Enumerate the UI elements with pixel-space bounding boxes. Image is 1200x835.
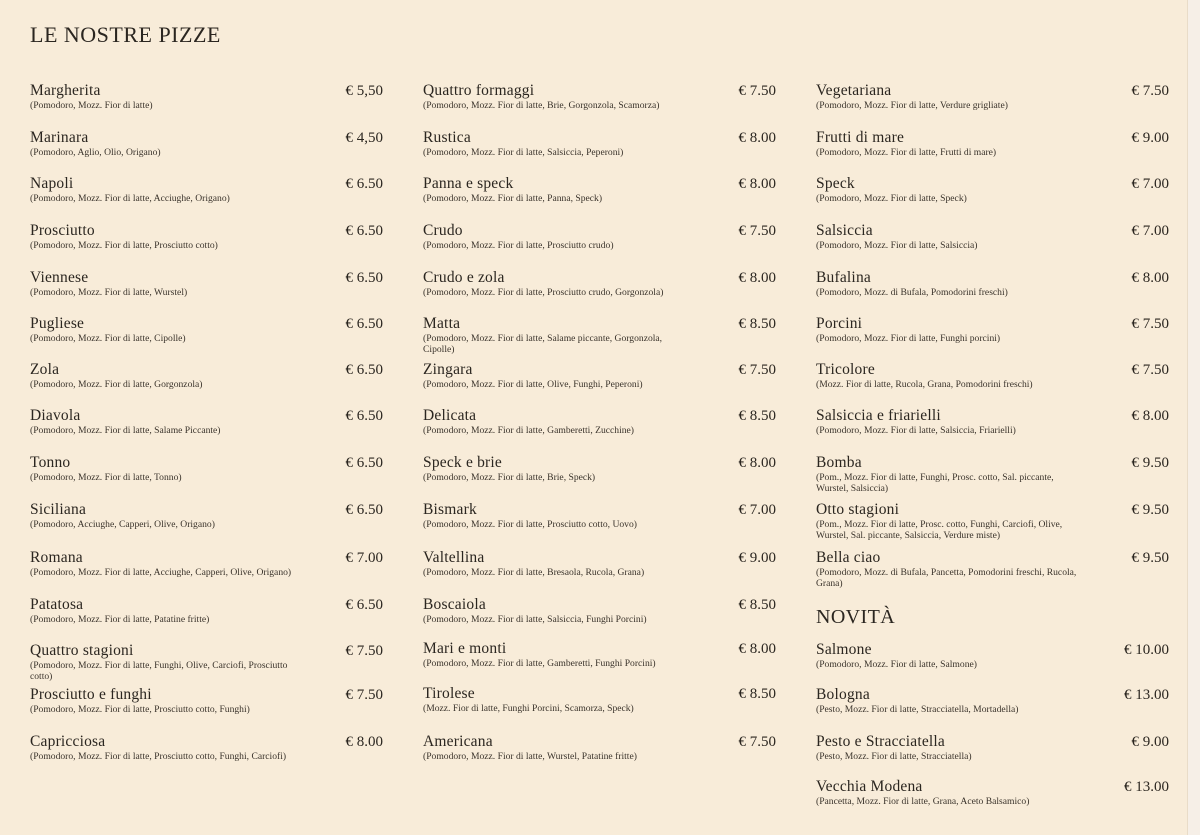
pizza-price: € 6.50: [345, 176, 383, 192]
section-title-new: NOVITÀ: [816, 606, 896, 628]
pizza-price: € 5,50: [345, 83, 383, 99]
menu-item: [816, 407, 1169, 436]
pizza-ingredients: (Pancetta, Mozz. Fior di latte, Grana, Aceto Balsamico): [816, 796, 1030, 807]
pizza-ingredients: (Pomodoro, Mozz. Fior di latte, Gorgonzola): [30, 379, 203, 390]
pizza-name: Americana: [423, 733, 493, 750]
pizza-ingredients: (Pomodoro, Mozz. Fior di latte, Speck): [816, 193, 967, 204]
pizza-ingredients: (Pesto, Mozz. Fior di latte, Stracciatella): [816, 751, 972, 762]
pizza-price: € 8.00: [1131, 270, 1169, 286]
pizza-name: Patatosa: [30, 596, 84, 613]
pizza-price: € 6.50: [345, 270, 383, 286]
pizza-name: Pugliese: [30, 315, 85, 332]
menu-item: [30, 82, 383, 111]
pizza-ingredients: (Pomodoro, Mozz. Fior di latte, Cipolle): [30, 333, 186, 344]
pizza-price: € 9.50: [1131, 550, 1169, 566]
menu-item: [30, 501, 383, 530]
menu-item: [816, 733, 1169, 762]
pizza-price: € 7.50: [345, 687, 383, 703]
menu-item: [30, 407, 383, 436]
menu-item: [30, 454, 383, 483]
pizza-name: Tirolese: [423, 685, 475, 702]
pizza-ingredients: (Pomodoro, Mozz. Fior di latte): [30, 100, 153, 111]
menu-item: [423, 407, 776, 436]
pizza-name: Vecchia Modena: [816, 778, 923, 795]
pizza-ingredients: (Pomodoro, Mozz. Fior di latte, Salsiccia): [816, 240, 978, 251]
pizza-name: Zingara: [423, 361, 473, 378]
pizza-ingredients: (Pomodoro, Mozz. Fior di latte, Funghi porcini): [816, 333, 1001, 344]
menu-item: [816, 686, 1169, 715]
pizza-price: € 8.00: [738, 455, 776, 471]
pizza-ingredients: (Pom., Mozz. Fior di latte, Funghi, Prosc. cotto, Sal. piccante, Wurstel, Salsiccia): [816, 472, 1054, 494]
pizza-name: Salsiccia e friarielli: [816, 407, 941, 424]
pizza-ingredients: (Pomodoro, Mozz. di Bufala, Pancetta, Pomodorini freschi, Rucola, Grana): [816, 567, 1077, 589]
menu-item: [423, 315, 776, 355]
pizza-price: € 10.00: [1124, 642, 1169, 658]
pizza-price: € 6.50: [345, 408, 383, 424]
pizza-name: Salsiccia: [816, 222, 873, 239]
pizza-price: € 7.00: [1131, 223, 1169, 239]
pizza-name: Bomba: [816, 454, 862, 471]
pizza-price: € 7.50: [1131, 316, 1169, 332]
menu-item: [816, 82, 1169, 111]
pizza-price: € 9.50: [1131, 455, 1169, 471]
menu-item: [816, 129, 1169, 158]
menu-item: [30, 642, 383, 682]
menu-item: [423, 175, 776, 204]
pizza-ingredients: (Pomodoro, Mozz. Fior di latte, Salame Piccante): [30, 425, 221, 436]
pizza-ingredients: (Pomodoro, Mozz. Fior di latte, Brie, Speck): [423, 472, 596, 483]
pizza-ingredients: (Pomodoro, Mozz. Fior di latte, Prosciutto cotto, Funghi): [30, 704, 250, 715]
pizza-price: € 8.00: [738, 176, 776, 192]
pizza-name: Bismark: [423, 501, 477, 518]
pizza-ingredients: (Pomodoro, Acciughe, Capperi, Olive, Origano): [30, 519, 215, 530]
pizza-price: € 7.50: [1131, 83, 1169, 99]
pizza-price: € 6.50: [345, 223, 383, 239]
pizza-ingredients: (Pomodoro, Mozz. Fior di latte, Panna, Speck): [423, 193, 603, 204]
pizza-name: Siciliana: [30, 501, 87, 518]
menu-item: [30, 686, 383, 715]
pizza-name: Frutti di mare: [816, 129, 905, 146]
pizza-ingredients: (Mozz. Fior di latte, Rucola, Grana, Pomodorini freschi): [816, 379, 1033, 390]
pizza-name: Crudo e zola: [423, 269, 505, 286]
pizza-ingredients: (Pomodoro, Mozz. Fior di latte, Prosciutto cotto, Uovo): [423, 519, 637, 530]
menu-item: [816, 641, 1169, 670]
pizza-ingredients: (Pom., Mozz. Fior di latte, Prosc. cotto, Funghi, Carciofi, Olive, Wurstel, Sal. piccante, Salsiccia, Verdure miste): [816, 519, 1063, 541]
menu-item: [423, 549, 776, 578]
page-title: LE NOSTRE PIZZE: [30, 22, 221, 47]
pizza-ingredients: (Pomodoro, Mozz. Fior di latte, Patatine fritte): [30, 614, 210, 625]
pizza-price: € 8.50: [738, 316, 776, 332]
pizza-price: € 6.50: [345, 502, 383, 518]
menu-item: [30, 361, 383, 390]
pizza-price: € 8.00: [738, 270, 776, 286]
pizza-name: Vegetariana: [816, 82, 892, 99]
pizza-name: Matta: [423, 315, 461, 332]
pizza-name: Quattro formaggi: [423, 82, 535, 99]
menu-item: [30, 222, 383, 251]
menu-item: [423, 361, 776, 390]
pizza-name: Porcini: [816, 315, 863, 332]
pizza-name: Mari e monti: [423, 640, 507, 657]
menu-item: [423, 82, 776, 111]
pizza-price: € 6.50: [345, 316, 383, 332]
pizza-name: Marinara: [30, 129, 89, 146]
pizza-price: € 4,50: [345, 130, 383, 146]
pizza-price: € 13.00: [1124, 779, 1169, 795]
pizza-ingredients: (Pomodoro, Mozz. Fior di latte, Salsiccia, Friarielli): [816, 425, 1016, 436]
pizza-price: € 7.00: [345, 550, 383, 566]
menu-item: [423, 596, 776, 625]
pizza-name: Boscaiola: [423, 596, 486, 613]
pizza-name: Diavola: [30, 407, 81, 424]
pizza-ingredients: (Pomodoro, Mozz. Fior di latte, Wurstel, Patatine fritte): [423, 751, 637, 762]
menu-item: [423, 269, 776, 298]
pizza-price: € 8.00: [1131, 408, 1169, 424]
pizza-price: € 7.50: [738, 362, 776, 378]
pizza-price: € 7.50: [1131, 362, 1169, 378]
menu-item: [30, 175, 383, 204]
pizza-ingredients: (Pomodoro, Mozz. Fior di latte, Salsiccia, Peperoni): [423, 147, 624, 158]
menu-item: [30, 269, 383, 298]
pizza-name: Pesto e Stracciatella: [816, 733, 946, 750]
pizza-ingredients: (Pesto, Mozz. Fior di latte, Stracciatella, Mortadella): [816, 704, 1019, 715]
menu-item: [30, 596, 383, 625]
pizza-name: Bufalina: [816, 269, 871, 286]
page-edge: [1187, 0, 1200, 835]
menu-item: [816, 454, 1169, 494]
menu-item: [30, 315, 383, 344]
menu-item: [423, 222, 776, 251]
pizza-price: € 13.00: [1124, 687, 1169, 703]
pizza-ingredients: (Pomodoro, Mozz. Fior di latte, Gamberetti, Zucchine): [423, 425, 635, 436]
menu-item: [816, 549, 1169, 589]
pizza-ingredients: (Pomodoro, Mozz. Fior di latte, Wurstel): [30, 287, 188, 298]
pizza-price: € 7.50: [738, 734, 776, 750]
pizza-price: € 8.00: [738, 641, 776, 657]
pizza-name: Valtellina: [423, 549, 485, 566]
pizza-name: Bella ciao: [816, 549, 881, 566]
pizza-ingredients: (Pomodoro, Mozz. di Bufala, Pomodorini freschi): [816, 287, 1008, 298]
menu-item: [30, 129, 383, 158]
menu-item: [30, 733, 383, 762]
pizza-name: Zola: [30, 361, 60, 378]
pizza-price: € 8.00: [738, 130, 776, 146]
menu-item: [423, 733, 776, 762]
pizza-price: € 8.00: [345, 734, 383, 750]
menu-item: [816, 222, 1169, 251]
pizza-name: Viennese: [30, 269, 89, 286]
menu-item: [423, 685, 776, 714]
pizza-ingredients: (Pomodoro, Mozz. Fior di latte, Olive, Funghi, Peperoni): [423, 379, 643, 390]
pizza-name: Delicata: [423, 407, 477, 424]
pizza-name: Crudo: [423, 222, 463, 239]
menu-item: [816, 315, 1169, 344]
pizza-ingredients: (Pomodoro, Mozz. Fior di latte, Tonno): [30, 472, 182, 483]
menu-item: [423, 640, 776, 669]
pizza-price: € 8.50: [738, 686, 776, 702]
pizza-price: € 7.00: [738, 502, 776, 518]
pizza-name: Romana: [30, 549, 83, 566]
pizza-ingredients: (Pomodoro, Mozz. Fior di latte, Verdure grigliate): [816, 100, 1008, 111]
pizza-ingredients: (Pomodoro, Mozz. Fior di latte, Bresaola, Rucola, Grana): [423, 567, 645, 578]
menu-item: [816, 175, 1169, 204]
menu-item: [30, 549, 383, 578]
menu-item: [816, 269, 1169, 298]
pizza-name: Salmone: [816, 641, 872, 658]
pizza-name: Panna e speck: [423, 175, 514, 192]
pizza-name: Speck: [816, 175, 855, 192]
pizza-ingredients: (Pomodoro, Aglio, Olio, Origano): [30, 147, 161, 158]
pizza-ingredients: (Pomodoro, Mozz. Fior di latte, Salmone): [816, 659, 977, 670]
pizza-name: Rustica: [423, 129, 471, 146]
menu-item: [816, 778, 1169, 807]
pizza-name: Bologna: [816, 686, 870, 703]
pizza-name: Tonno: [30, 454, 71, 471]
pizza-price: € 7.00: [1131, 176, 1169, 192]
menu-item: [816, 501, 1169, 541]
pizza-name: Tricolore: [816, 361, 875, 378]
pizza-price: € 6.50: [345, 597, 383, 613]
pizza-ingredients: (Pomodoro, Mozz. Fior di latte, Prosciutto crudo, Gorgonzola): [423, 287, 664, 298]
pizza-price: € 6.50: [345, 455, 383, 471]
pizza-name: Otto stagioni: [816, 501, 900, 518]
pizza-name: Quattro stagioni: [30, 642, 134, 659]
pizza-price: € 9.00: [1131, 734, 1169, 750]
pizza-ingredients: (Pomodoro, Mozz. Fior di latte, Salsiccia, Funghi Porcini): [423, 614, 647, 625]
pizza-price: € 7.50: [345, 643, 383, 659]
menu-item: [816, 361, 1169, 390]
pizza-price: € 9.50: [1131, 502, 1169, 518]
pizza-price: € 8.50: [738, 597, 776, 613]
pizza-price: € 8.50: [738, 408, 776, 424]
menu-item: [423, 501, 776, 530]
menu-item: [423, 454, 776, 483]
pizza-name: Napoli: [30, 175, 74, 192]
pizza-ingredients: (Pomodoro, Mozz. Fior di latte, Funghi, Olive, Carciofi, Prosciutto cotto): [30, 660, 288, 682]
pizza-name: Margherita: [30, 82, 101, 99]
pizza-ingredients: (Pomodoro, Mozz. Fior di latte, Prosciutto crudo): [423, 240, 614, 251]
pizza-ingredients: (Pomodoro, Mozz. Fior di latte, Prosciutto cotto): [30, 240, 218, 251]
pizza-price: € 7.50: [738, 83, 776, 99]
pizza-ingredients: (Pomodoro, Mozz. Fior di latte, Prosciutto cotto, Funghi, Carciofi): [30, 751, 287, 762]
pizza-price: € 9.00: [1131, 130, 1169, 146]
pizza-ingredients: (Pomodoro, Mozz. Fior di latte, Frutti di mare): [816, 147, 997, 158]
pizza-name: Prosciutto: [30, 222, 95, 239]
pizza-price: € 7.50: [738, 223, 776, 239]
pizza-ingredients: (Pomodoro, Mozz. Fior di latte, Salame piccante, Gorgonzola, Cipolle): [423, 333, 663, 355]
pizza-name: Capricciosa: [30, 733, 106, 750]
pizza-ingredients: (Pomodoro, Mozz. Fior di latte, Acciughe, Capperi, Olive, Origano): [30, 567, 292, 578]
pizza-ingredients: (Pomodoro, Mozz. Fior di latte, Acciughe, Origano): [30, 193, 230, 204]
pizza-ingredients: (Pomodoro, Mozz. Fior di latte, Gamberetti, Funghi Porcini): [423, 658, 656, 669]
pizza-name: Prosciutto e funghi: [30, 686, 152, 703]
pizza-ingredients: (Pomodoro, Mozz. Fior di latte, Brie, Gorgonzola, Scamorza): [423, 100, 660, 111]
pizza-price: € 9.00: [738, 550, 776, 566]
pizza-ingredients: (Mozz. Fior di latte, Funghi Porcini, Scamorza, Speck): [423, 703, 634, 714]
pizza-price: € 6.50: [345, 362, 383, 378]
pizza-name: Speck e brie: [423, 454, 503, 471]
menu-item: [423, 129, 776, 158]
